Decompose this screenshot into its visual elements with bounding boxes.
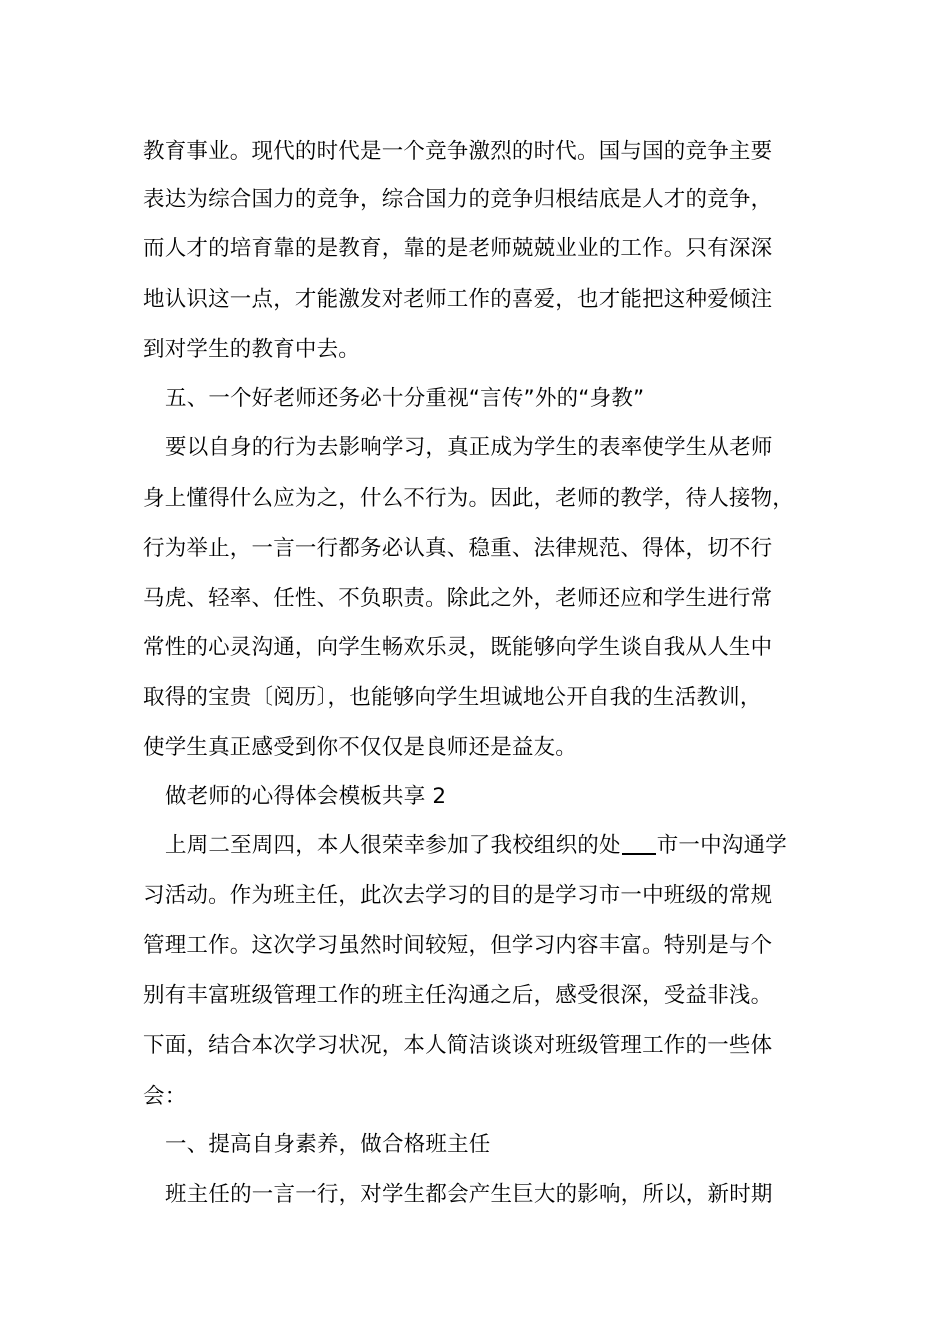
paragraph-line: 行为举止，一言一行都务必认真、稳重、法律规范、得体，切不行 [143,536,773,561]
paragraph-line: 要以自身的行为去影响学习，真正成为学生的表率使学生从老师 [165,435,773,460]
paragraph-line: 身上懂得什么应为之，什么不行为。因此，老师的教学，待人接物， [143,486,795,511]
document-subtitle: 做老师的心得体会模板共享 2 [165,784,447,809]
paragraph-line: 使学生真正感受到你不仅仅是良师还是益友。 [143,735,578,760]
section-heading: 一、提高自身素养，做合格班主任 [165,1132,491,1157]
paragraph-line: 马虎、轻率、任性、不负职责。除此之外，老师还应和学生进行常 [143,586,773,611]
paragraph-line: 别有丰富班级管理工作的班主任沟通之后，感受很深，受益非浅。 [143,983,773,1008]
paragraph-line: 到对学生的教育中去。 [143,337,361,362]
line-text-before-blank: 上周二至周四，本人很荣幸参加了我校组织的处 [165,833,621,858]
paragraph-line: 管理工作。这次学习虽然时间较短，但学习内容丰富。特别是与个 [143,933,773,958]
paragraph-line: 取得的宝贵〔阅历〕，也能够向学生坦诚地公开自我的生活教训， [143,685,762,710]
paragraph-line: 而人才的培育靠的是教育，靠的是老师兢兢业业的工作。只有深深 [143,236,773,261]
paragraph-line: 表达为综合国力的竞争，综合国力的竞争归根结底是人才的竞争， [143,187,773,212]
line-text-after-blank: 市一中沟通学 [656,833,787,858]
paragraph-line: 班主任的一言一行，对学生都会产生巨大的影响，所以，新时期 [165,1182,773,1207]
paragraph-line: 常性的心灵沟通，向学生畅欢乐灵，既能够向学生谈自我从人生中 [143,635,773,660]
section-heading: 五、一个好老师还务必十分重视“言传”外的“身教” [165,386,645,411]
paragraph-line: 下面，结合本次学习状况，本人简洁谈谈对班级管理工作的一些体 [143,1033,773,1058]
paragraph-line: 习活动。作为班主任，此次去学习的目的是学习市一中班级的常规 [143,883,773,908]
paragraph-line: 地认识这一点，才能激发对老师工作的喜爱，也才能把这种爱倾注 [143,287,773,312]
paragraph-line: 教育事业。现代的时代是一个竞争激烈的时代。国与国的竞争主要 [143,139,773,164]
paragraph-line [165,826,855,866]
fill-blank [622,852,656,855]
paragraph-line: 会： [143,1084,187,1109]
